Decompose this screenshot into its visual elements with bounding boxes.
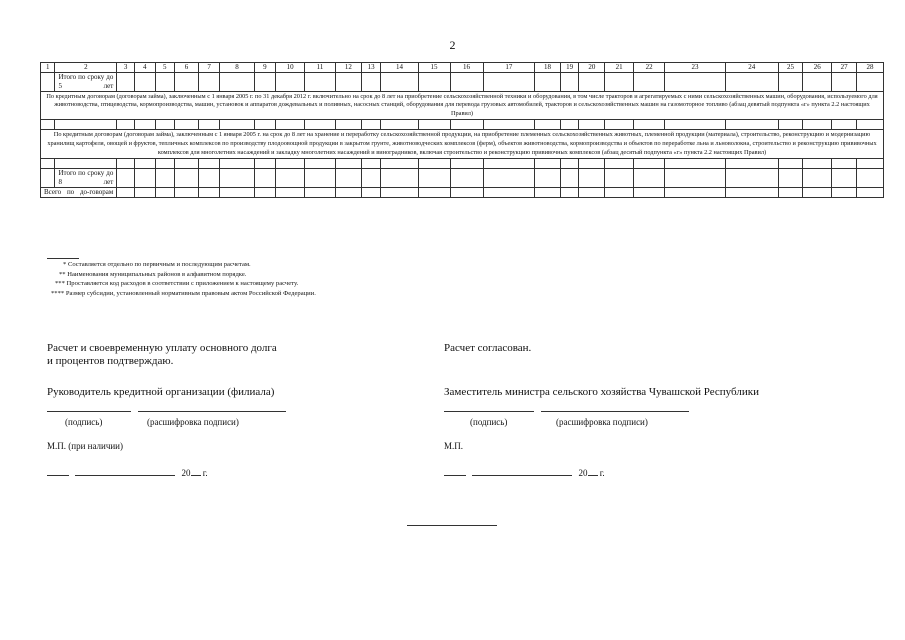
table-cell [856,120,883,130]
table-cell [803,120,832,130]
table-cell [117,73,135,92]
confirmation-line-1: Расчет и своевременную уплату основного долга [47,342,277,354]
column-number: 21 [605,63,634,73]
table-row-total-8-years [41,169,884,188]
column-number: 17 [483,63,535,73]
table-cell [117,169,135,188]
table-cell [418,159,450,169]
column-number-row [41,63,884,73]
footnote-divider [47,258,79,259]
table-cell [198,187,220,197]
table-cell [725,73,778,92]
table-cell [605,120,634,130]
table-cell [535,73,561,92]
table-cell [832,120,857,130]
table-cell [778,169,803,188]
table-cell [535,159,561,169]
table-cell [276,159,305,169]
table-cell [254,120,276,130]
table-cell [134,120,155,130]
bank-stamp-label: М.П. (при наличии) [47,441,123,451]
table-cell [41,169,55,188]
table-cell [41,73,55,92]
table-cell [175,187,199,197]
footnote-3: *** Проставляется код расходов в соответствии с приложением к настоящему расчету. [55,280,299,288]
table-cell [117,120,135,130]
signature-line [444,411,534,412]
table-cell [856,73,883,92]
ministry-signature-lines [444,403,689,416]
table-cell [305,169,336,188]
row-label-total-8-years: Итого по сроку до 8 лет [55,169,117,188]
column-number: 15 [418,63,450,73]
table-row-total-5-years [41,73,884,92]
table-cell [450,169,483,188]
table-cell [55,159,117,169]
table-cell [803,169,832,188]
table-cell [175,73,199,92]
table-cell [560,73,579,92]
signature-decode-line [541,411,689,412]
table-cell [305,73,336,92]
column-number: 16 [450,63,483,73]
table-cell [832,169,857,188]
table-cell [605,159,634,169]
section-heading-processing: По кредитным договорам (договорам займа), заключенным с 1 января 2005 г. на срок до 8 лет на хранение и переработку сельскохозяйственной продукции, на приобретение племенных сельскохозяйственных животных, племенной продукции (материала), строительство, реконструкцию и модернизацию хранилищ картофеля, овощей и фруктов, тепличных комплексов по производству плодоовощной продукции в закрытом грунте, животноводческих комплексов (ферм), объектов животноводства, кормопроизводства и объектов по переработке льна и льноволокна, строительство и реконструкцию прививочных комплексов для многолетних насаждений и закладку многолетних насаждений и виноградников, включая строительство и реконструкцию прививочных комплексов (абзац десятый подпункта «г» пункта 2.2 настоящих Правил) [41,130,884,159]
column-number: 14 [381,63,418,73]
table-row-empty [41,120,884,130]
column-number: 25 [778,63,803,73]
table-cell [832,159,857,169]
table-cell [418,187,450,197]
table-cell [381,73,418,92]
ministry-stamp-label: М.П. [444,441,464,451]
table-cell [778,159,803,169]
table-cell [276,73,305,92]
column-number: 11 [305,63,336,73]
column-number: 10 [276,63,305,73]
table-cell [778,187,803,197]
column-number: 19 [560,63,579,73]
table-cell [220,187,254,197]
table-cell [175,169,199,188]
table-cell [725,187,778,197]
signature-line [47,411,131,412]
table-cell [361,73,381,92]
table-cell [361,169,381,188]
table-cell [778,73,803,92]
row-label-grand-total: Всего по до-говорам [41,187,117,197]
table-cell [483,73,535,92]
table-cell [198,169,220,188]
column-number: 24 [725,63,778,73]
table-cell [634,159,665,169]
table-cell [381,159,418,169]
table-cell [134,73,155,92]
table-cell [55,120,117,130]
bank-signature-lines [47,403,286,416]
subsidy-calculation-table [40,62,884,198]
table-cell [134,187,155,197]
column-number: 28 [856,63,883,73]
table-cell [483,187,535,197]
section-heading-equipment: По кредитным договорам (договорам займа), заключенным с 1 января 2005 г. по 31 декабря 2012 г. включительно на срок до 8 лет на приобретение сельскохозяйственной техники и оборудования, в том числе тракторов и агрегатируемых с ними сельскохозяйственных машин, оборудования, используемого для животноводства, птицеводства, кормопроизводства, машин, установок и аппаратов дождевальных и поливных, насосных станций, оборудования для перевода грузовых автомобилей, тракторов и сельскохозяйственных машин на газомоторное топливо (абзац девятый подпункта «г» пункта 2.2 настоящих Правил) [41,91,884,120]
table-cell [725,169,778,188]
column-number: 22 [634,63,665,73]
table-cell [336,169,362,188]
table-row-empty [41,159,884,169]
table-cell [634,169,665,188]
column-number: 5 [155,63,175,73]
table-cell [175,159,199,169]
table-cell [305,159,336,169]
page-number: 2 [449,38,456,52]
column-number: 26 [803,63,832,73]
table-cell [725,159,778,169]
table-cell [305,187,336,197]
table-cell [175,120,199,130]
column-number: 18 [535,63,561,73]
column-number: 13 [361,63,381,73]
table-cell [276,169,305,188]
footnotes [47,258,316,298]
table-cell [535,187,561,197]
table-cell [665,159,726,169]
table-cell [418,73,450,92]
table-cell [665,187,726,197]
table-cell [336,159,362,169]
table-cell [155,73,175,92]
deputy-minister-title: Заместитель министра сельского хозяйства Чувашской Республики [444,386,759,398]
table-cell [198,159,220,169]
table-cell [134,169,155,188]
column-number: 12 [336,63,362,73]
table-cell [856,187,883,197]
table-cell [634,187,665,197]
date-year-line [588,475,598,476]
table-cell [803,159,832,169]
date-year-prefix: 20 [181,468,191,478]
table-cell [336,73,362,92]
table-cell [579,159,605,169]
table-cell [450,120,483,130]
table-cell [336,187,362,197]
table-cell [361,159,381,169]
table-cell [560,169,579,188]
table-cell [155,169,175,188]
signature-decode-line [138,411,286,412]
table-cell [579,169,605,188]
column-number: 8 [220,63,254,73]
table-section-row [41,130,884,159]
table-cell [483,169,535,188]
table-cell [856,159,883,169]
row-label-total-5-years: Итого по сроку до 5 лет [55,73,117,92]
table-cell [254,73,276,92]
table-cell [336,120,362,130]
table-cell [41,120,55,130]
confirmation-line-2: и процентов подтверждаю. [47,355,174,367]
column-number: 6 [175,63,199,73]
table-cell [483,159,535,169]
table-cell [634,73,665,92]
table-cell [381,169,418,188]
end-of-document-rule [407,525,497,526]
date-day-line [444,475,466,476]
table-cell [117,187,135,197]
table-cell [665,169,726,188]
table-cell [254,159,276,169]
table-cell [665,120,726,130]
table-cell [832,73,857,92]
table-cell [276,187,305,197]
table-cell [361,120,381,130]
footnote-1: * Составляется отдельно по первичным и последующим расчетам. [63,261,251,268]
table-cell [579,187,605,197]
table-cell [725,120,778,130]
table-cell [381,120,418,130]
table-cell [560,120,579,130]
date-suffix: г. [202,468,208,478]
date-suffix: г. [599,468,605,478]
bank-date [47,467,208,480]
table-cell [155,187,175,197]
table-cell [155,120,175,130]
table-section-row [41,91,884,120]
table-cell [832,187,857,197]
table-cell [361,187,381,197]
ministry-signature-label: (подпись) [470,417,508,427]
date-month-line [75,475,175,476]
date-year-line [191,475,201,476]
table-cell [605,73,634,92]
bank-decode-label: (расшифровка подписи) [147,417,239,427]
footnote-2: ** Наименования муниципальных районов в алфавитном порядке. [59,270,247,278]
table-cell [605,169,634,188]
column-number: 4 [134,63,155,73]
table-cell [220,120,254,130]
column-number: 20 [579,63,605,73]
bank-head-title: Руководитель кредитной организации (филиала) [47,386,275,398]
table-cell [418,169,450,188]
table-cell [276,120,305,130]
date-month-line [472,475,572,476]
table-cell [803,187,832,197]
table-row-grand-total [41,187,884,197]
table-cell [450,159,483,169]
table-cell [560,187,579,197]
ministry-date [444,467,605,480]
table-cell [220,169,254,188]
table-cell [535,169,561,188]
confirmation-text [47,342,277,368]
table-cell [134,159,155,169]
table-cell [634,120,665,130]
table-cell [450,187,483,197]
column-number: 3 [117,63,135,73]
date-day-line [47,475,69,476]
table-cell [155,159,175,169]
table-cell [198,73,220,92]
table-cell [483,120,535,130]
column-number: 23 [665,63,726,73]
table-cell [560,159,579,169]
table-cell [41,159,55,169]
table-cell [305,120,336,130]
table-cell [254,187,276,197]
table-cell [198,120,220,130]
table-cell [418,120,450,130]
footnote-4: **** Размер субсидии, установленный нормативным правовым актом Российской Федерации. [51,289,316,297]
table-cell [605,187,634,197]
date-year-prefix: 20 [578,468,588,478]
table-cell [778,120,803,130]
column-number: 9 [254,63,276,73]
column-number: 7 [198,63,220,73]
table-cell [535,120,561,130]
table-cell [579,120,605,130]
table-cell [665,73,726,92]
table-cell [450,73,483,92]
table-cell [220,159,254,169]
table-cell [856,169,883,188]
table-cell [381,187,418,197]
table-cell [803,73,832,92]
column-number: 2 [55,63,117,73]
table-cell [579,73,605,92]
column-number: 1 [41,63,55,73]
table-cell [254,169,276,188]
agreed-text: Расчет согласован. [444,342,532,354]
table-cell [117,159,135,169]
table-cell [220,73,254,92]
bank-signature-label: (подпись) [65,417,103,427]
column-number: 27 [832,63,857,73]
ministry-decode-label: (расшифровка подписи) [556,417,648,427]
